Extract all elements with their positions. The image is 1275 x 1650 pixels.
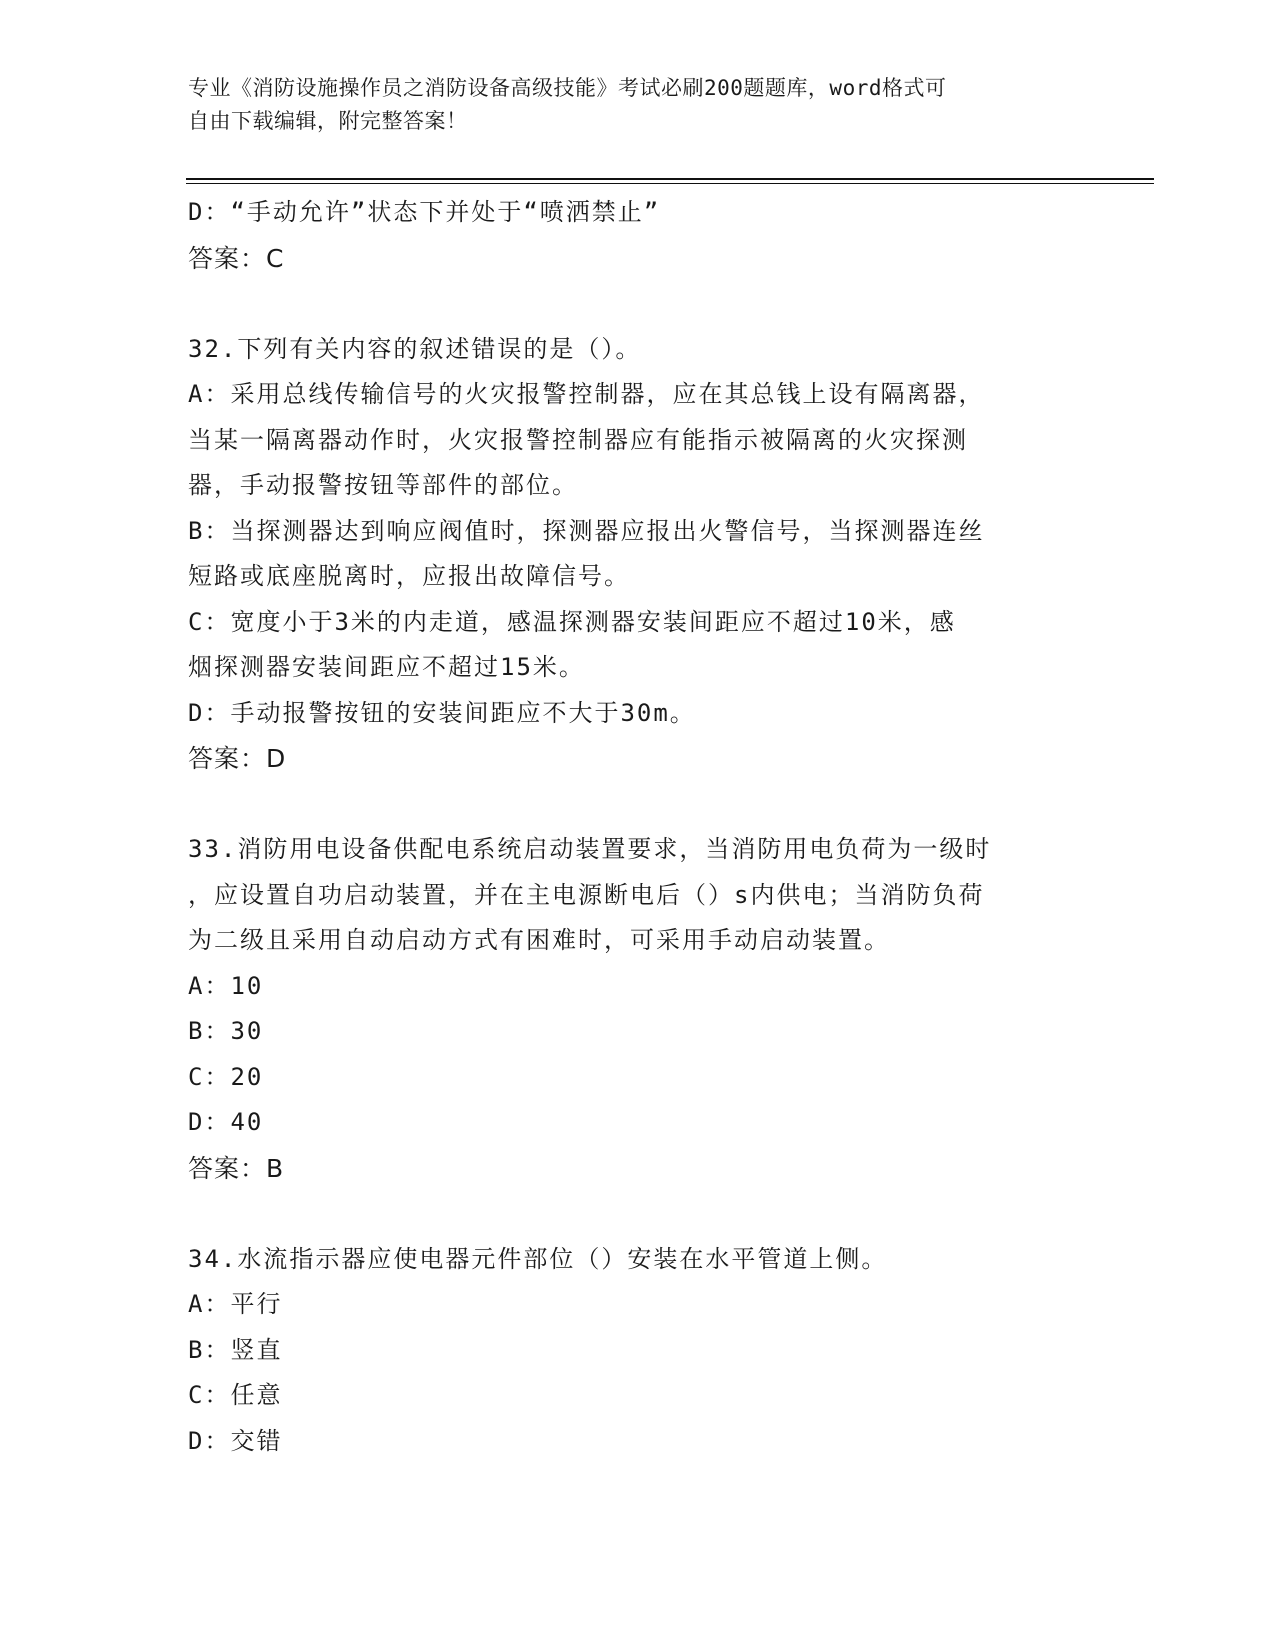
option-b-line-1: B：当探测器达到响应阀值时，探测器应报出火警信号，当探测器连丝 xyxy=(188,516,985,545)
question-content xyxy=(188,190,1118,1464)
option-c: C：任意 xyxy=(188,1381,283,1409)
option-a: A：10 xyxy=(188,971,264,1000)
option-a: A：平行 xyxy=(188,1290,283,1318)
question-stem: 34.水流指示器应使电器元件部位（）安装在水平管道上侧。 xyxy=(188,1244,888,1273)
option-b: B：30 xyxy=(188,1017,264,1045)
question-31-tail xyxy=(188,190,1118,281)
option-c-line-2: 烟探测器安装间距应不超过15米。 xyxy=(188,653,585,681)
document-header xyxy=(188,72,1088,138)
option-b: B：竖直 xyxy=(188,1335,283,1364)
answer: 答案：D xyxy=(188,744,287,773)
option-d: D：交错 xyxy=(188,1426,283,1455)
header-divider-thin xyxy=(186,183,1154,184)
option-c: C：20 xyxy=(188,1062,264,1091)
option-a-line-1: A：采用总线传输信号的火灾报警控制器，应在其总钱上设有隔离器， xyxy=(188,380,985,408)
option-a-line-3: 器，手动报警按钮等部件的部位。 xyxy=(188,471,578,499)
question-stem-line-3: 为二级且采用自动启动方式有困难时，可采用手动启动装置。 xyxy=(188,926,890,954)
question-34 xyxy=(188,1237,1118,1465)
spacer xyxy=(188,1191,1118,1237)
option-b-line-2: 短路或底座脱离时，应报出故障信号。 xyxy=(188,562,630,590)
header-line-1: 专业《消防设施操作员之消防设备高级技能》考试必刷200题题库，word格式可 xyxy=(188,76,947,100)
spacer xyxy=(188,782,1118,828)
question-33 xyxy=(188,827,1118,1191)
question-stem: 32.下列有关内容的叙述错误的是（）。 xyxy=(188,334,642,363)
answer: 答案：B xyxy=(188,1153,285,1183)
option-d: D：“手动允许”状态下并处于“喷洒禁止” xyxy=(188,198,661,226)
header-divider-thick xyxy=(186,178,1154,180)
question-stem-line-2: ，应设置自功启动装置，并在主电源断电后（）s内供电；当消防负荷 xyxy=(188,880,985,909)
header-line-2: 自由下载编辑，附完整答案！ xyxy=(188,109,468,133)
option-d: D：40 xyxy=(188,1108,264,1136)
question-32 xyxy=(188,327,1118,782)
question-stem-line-1: 33.消防用电设备供配电系统启动装置要求，当消防用电负荷为一级时 xyxy=(188,835,992,863)
option-a-line-2: 当某一隔离器动作时，火灾报警控制器应有能指示被隔离的火灾探测 xyxy=(188,425,968,454)
option-c-line-1: C：宽度小于3米的内走道，感温探测器安装间距应不超过10米，感 xyxy=(188,607,956,636)
option-d: D：手动报警按钮的安装间距应不大于30m。 xyxy=(188,698,696,727)
spacer xyxy=(188,281,1118,327)
answer: 答案：C xyxy=(188,243,285,273)
